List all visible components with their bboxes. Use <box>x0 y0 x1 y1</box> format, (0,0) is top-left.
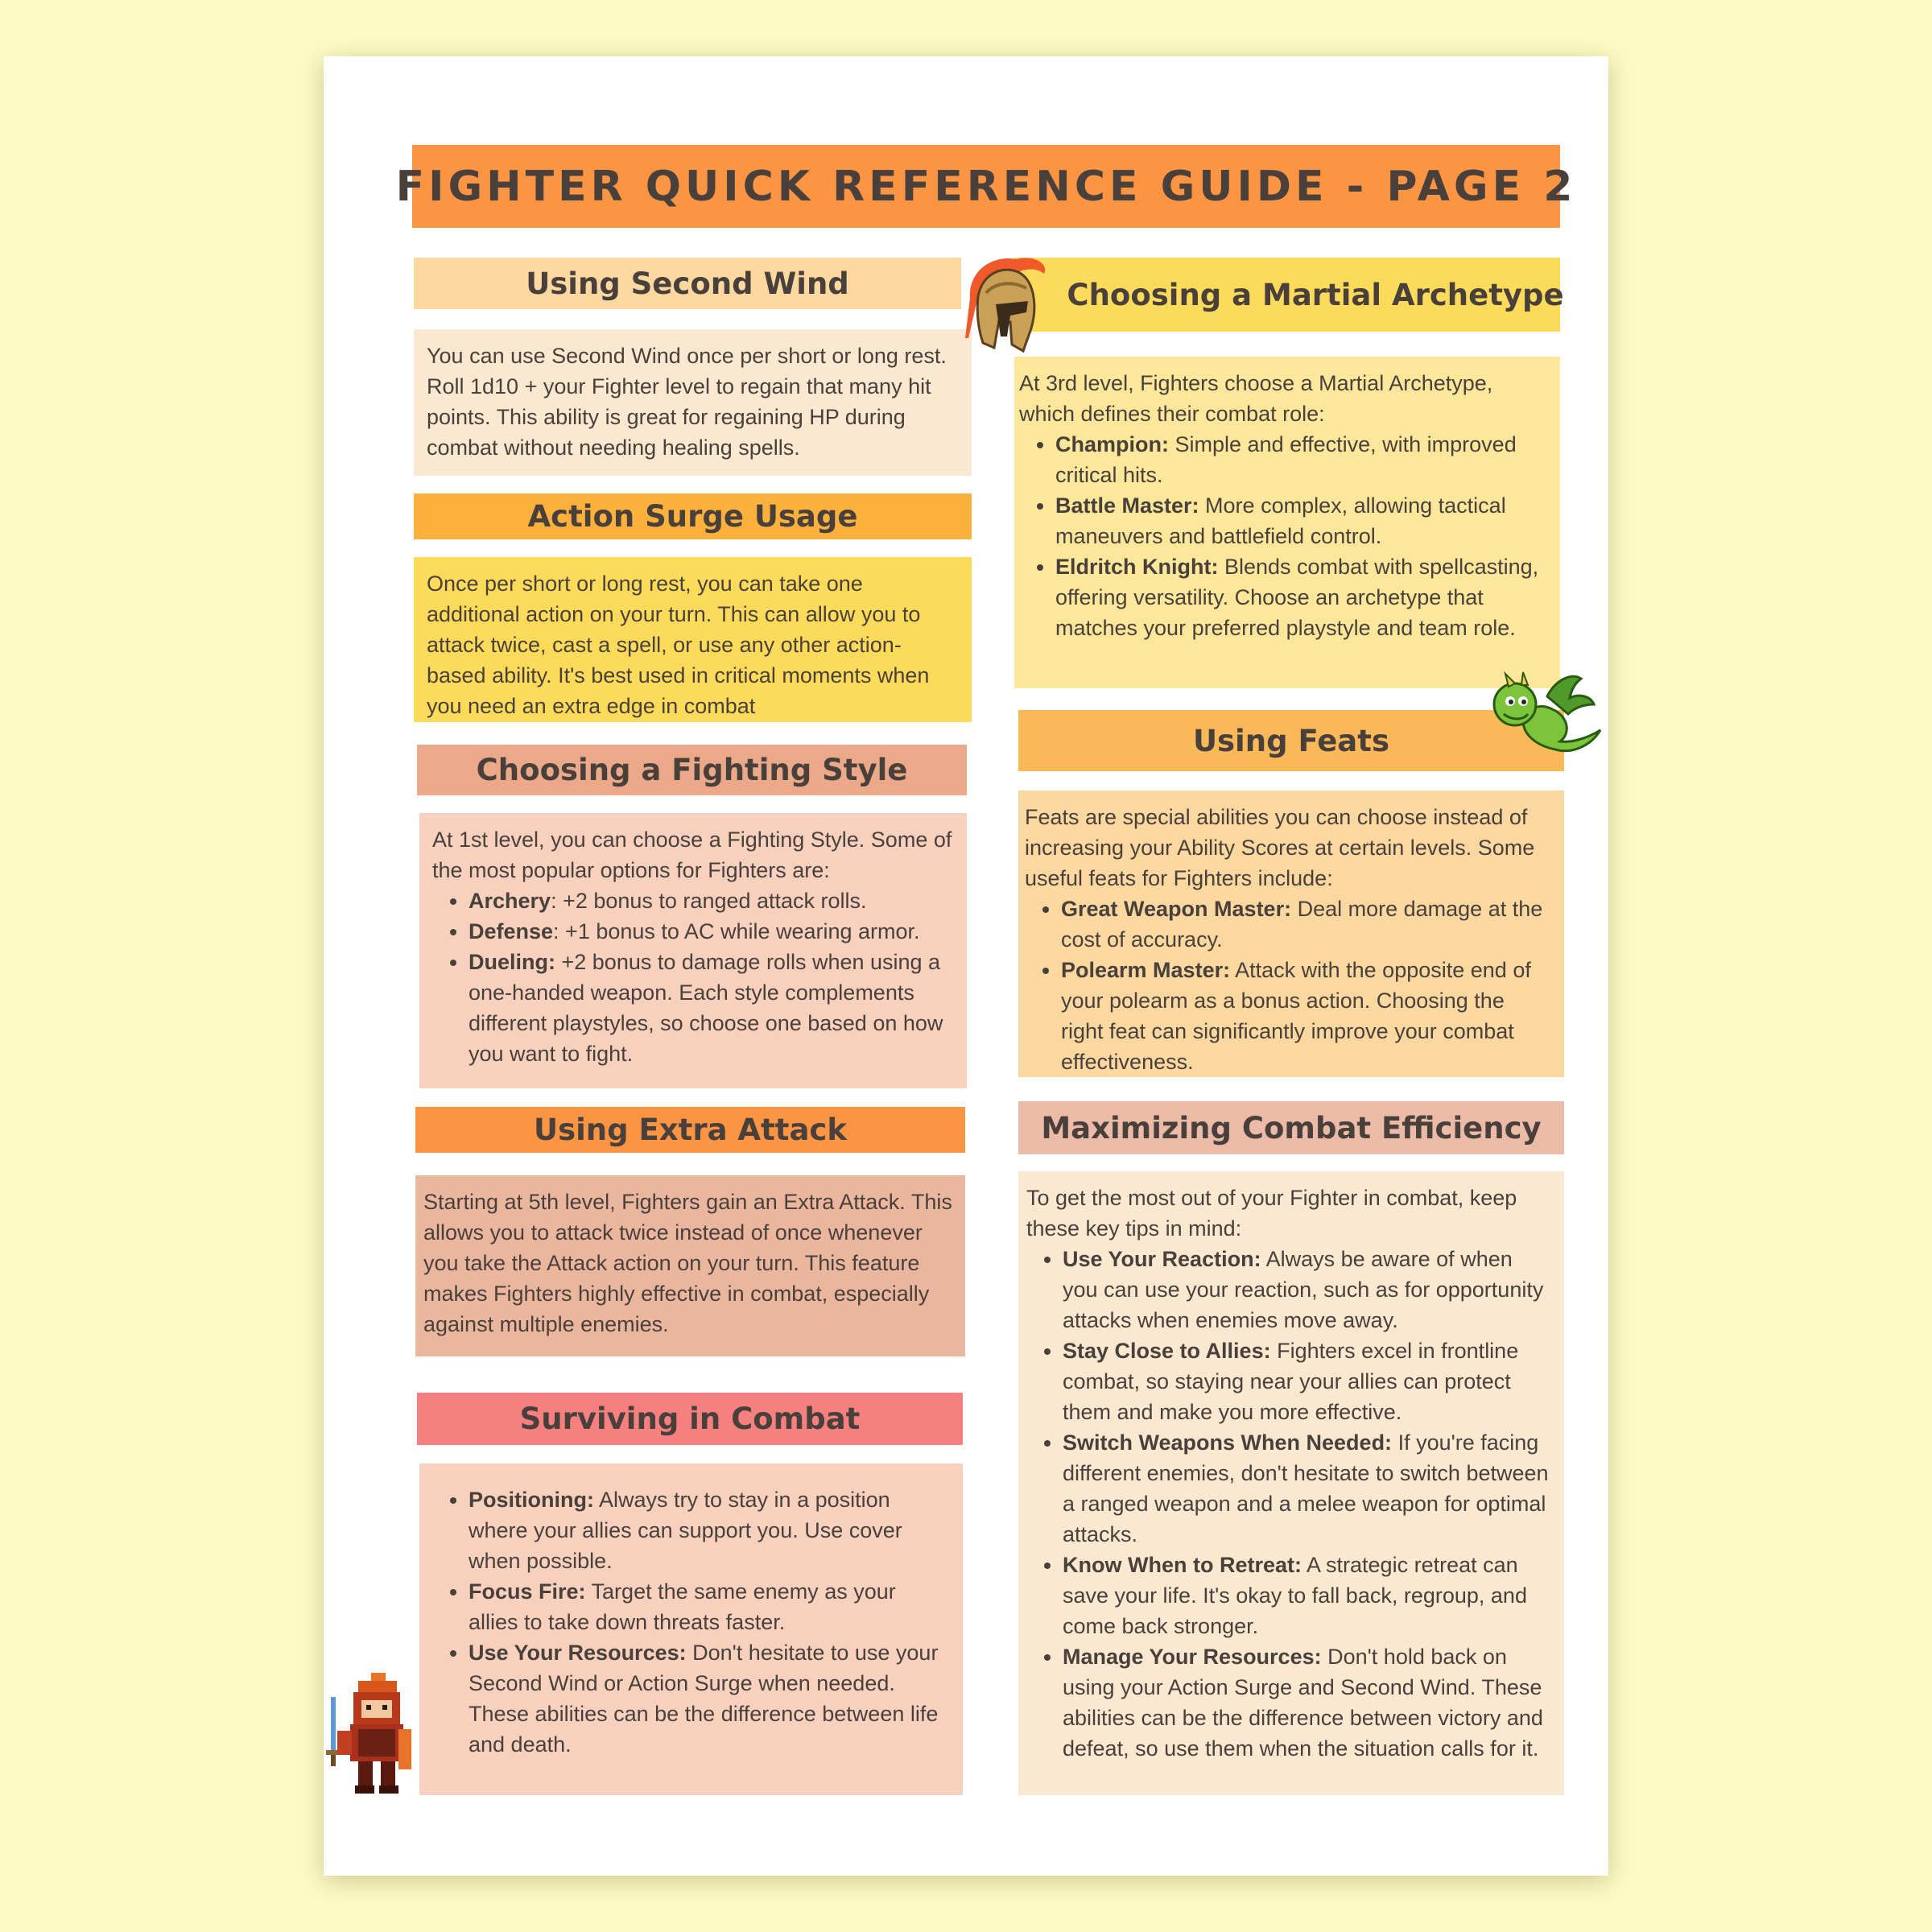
pixel-knight-icon <box>326 1673 416 1795</box>
surviving-list <box>432 1484 950 1760</box>
section-action-surge <box>414 557 972 722</box>
archetype-intro: At 3rd level, Fighters choose a Martial Archetype, which defines their combat role: <box>1019 371 1493 426</box>
feats-intro: Feats are special abilities you can choose instead of increasing your Ability Scores at certain levels. Some useful feats for Fighters include: <box>1025 805 1535 890</box>
section-using-feats <box>1018 791 1564 1077</box>
section-martial-archetype <box>1014 357 1560 688</box>
list-item: • Dueling: +2 bonus to damage rolls when using a one-handed weapon. Each style complements different playstyles, so choose one based on how you want to fight. <box>469 947 954 1069</box>
archetype-list <box>1019 429 1547 643</box>
list-item: • Manage Your Resources: Don't hold back on using your Action Surge and Second Wind. These abilities can be the difference between victory and defeat, so use them when the situation calls for it. <box>1063 1641 1551 1764</box>
list-item: • Focus Fire: Target the same enemy as your allies to take down threats faster. <box>469 1576 950 1637</box>
section-fighting-style <box>419 813 967 1088</box>
extra-attack-text: Starting at 5th level, Fighters gain an Extra Attack. This allows you to attack twice instead of once whenever you take the Attack action on your turn. This feature makes Fighters highly effective in combat, especially against multiple enemies. <box>423 1190 952 1336</box>
action-surge-text: Once per short or long rest, you can take one additional action on your turn. This can allow you to attack twice, cast a spell, or use any other action-based ability. It's best used in critical moments when you need an extra edge in combat <box>427 572 930 718</box>
second-wind-text: You can use Second Wind once per short or long rest. Roll 1d10 + your Fighter level to regain that many hit points. This ability is great for regaining HP during combat without needing healing spells. <box>427 344 947 460</box>
heading-action-surge: Action Surge Usage <box>414 493 972 539</box>
list-item: • Use Your Resources: Don't hesitate to use your Second Wind or Action Surge when needed. These abilities can be the difference between life and death. <box>469 1637 950 1760</box>
list-item: • Great Weapon Master: Deal more damage at the cost of accuracy. <box>1061 894 1551 955</box>
list-item: • Switch Weapons When Needed: If you're facing different enemies, don't hesitate to switch between a ranged weapon and a melee weapon for optimal attacks. <box>1063 1427 1551 1550</box>
list-item: • Defense: +1 bonus to AC while wearing armor. <box>469 916 954 947</box>
fighting-style-list <box>432 886 954 1069</box>
green-dragon-icon <box>1491 672 1604 757</box>
list-item: • Eldritch Knight: Blends combat with spellcasting, offering versatility. Choose an archetype that matches your preferred playstyle and team role. <box>1055 551 1547 643</box>
spartan-helmet-icon <box>954 248 1046 361</box>
section-second-wind <box>414 329 972 476</box>
efficiency-list <box>1026 1244 1551 1764</box>
fighting-style-intro: At 1st level, you can choose a Fighting Style. Some of the most popular options for Fighters are: <box>432 828 952 882</box>
list-item: • Polearm Master: Attack with the opposite end of your polearm as a bonus action. Choosing the right feat can significantly improve your combat effectiveness. <box>1061 955 1551 1077</box>
section-surviving-combat <box>419 1463 963 1795</box>
list-item: • Know When to Retreat: A strategic retreat can save your life. It's okay to fall back, regroup, and come back stronger. <box>1063 1550 1551 1641</box>
list-item: • Positioning: Always try to stay in a position where your allies can support you. Use cover when possible. <box>469 1484 950 1576</box>
heading-combat-efficiency: Maximizing Combat Efficiency <box>1018 1101 1564 1154</box>
heading-second-wind: Using Second Wind <box>414 258 961 309</box>
section-extra-attack <box>415 1175 965 1356</box>
heading-fighting-style: Choosing a Fighting Style <box>417 745 967 795</box>
section-combat-efficiency <box>1018 1171 1564 1795</box>
feats-list <box>1025 894 1551 1077</box>
heading-extra-attack: Using Extra Attack <box>415 1107 965 1153</box>
list-item: • Stay Close to Allies: Fighters excel in frontline combat, so staying near your allies can protect them and make you more effective. <box>1063 1335 1551 1427</box>
efficiency-intro: To get the most out of your Fighter in combat, keep these key tips in mind: <box>1026 1186 1517 1241</box>
list-item: • Champion: Simple and effective, with improved critical hits. <box>1055 429 1547 490</box>
list-item: • Battle Master: More complex, allowing tactical maneuvers and battlefield control. <box>1055 490 1547 551</box>
heading-using-feats: Using Feats <box>1018 710 1564 771</box>
list-item: • Use Your Reaction: Always be aware of when you can use your reaction, such as for opportunity attacks when enemies move away. <box>1063 1244 1551 1335</box>
heading-surviving-combat: Surviving in Combat <box>417 1393 963 1445</box>
page-title: FIGHTER QUICK REFERENCE GUIDE - PAGE 2 <box>412 145 1560 228</box>
list-item: • Archery: +2 bonus to ranged attack rolls. <box>469 886 954 916</box>
heading-martial-archetype: Choosing a Martial Archetype <box>1014 258 1560 332</box>
